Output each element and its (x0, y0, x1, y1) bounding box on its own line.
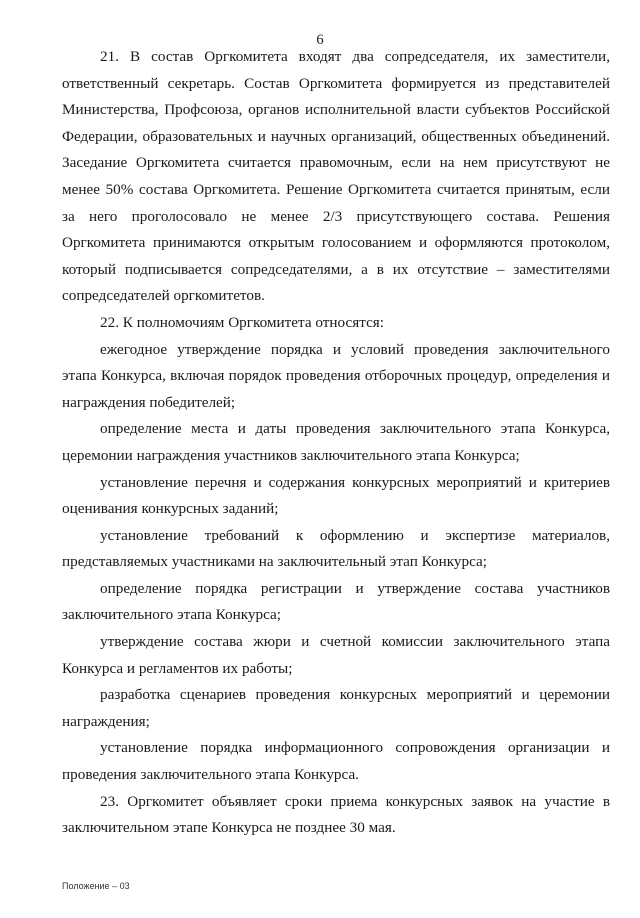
footer-label: Положение – 03 (62, 881, 130, 891)
list-item: установление перечня и содержания конкурсных мероприятий и критериев оценивания конкурсных заданий; (62, 473, 610, 518)
list-item: утверждение состава жюри и счетной комиссии заключительного этапа Конкурса и регламентов их работы; (62, 633, 610, 677)
page-number: 6 (316, 32, 324, 48)
list-item: установление требований к оформлению и экспертизе материалов, представляемых участниками на заключительный этап Конкурса; (62, 526, 610, 571)
list-item: определение места и даты проведения заключительного этапа Конкурса, церемонии награждения участников заключительного этапа Конкурса; (62, 420, 610, 464)
list-item: разработка сценариев проведения конкурсных мероприятий и церемонии награждения; (62, 686, 610, 730)
paragraph-21: 21. В состав Оргкомитета входят два сопредседателя, их заместители, ответственный секретарь. Состав Оргкомитета формируется из представителей Министерства, Профсоюза, органов исполнительной власти субъектов Российской Федерации, образовательных и научных организаций, общественных объединений. Заседание Оргкомитета считается правомочным, если на нем присутствуют не менее 50% состава Оргкомитета. Решение Оргкомитета считается принятым, если за него проголосовало не менее 2/3 присутствующего состава. Решения Оргкомитета принимаются открытым голосованием и оформляются протоколом, который подписывается сопредседателями, а в их отсутствие – заместителями сопредседателей оргкомитетов. (62, 48, 610, 305)
list-item: определение порядка регистрации и утверждение состава участников заключительного этапа Конкурса; (62, 579, 610, 624)
paragraph-23: 23. Оргкомитет объявляет сроки приема конкурсных заявок на участие в заключительном этапе Конкурса не позднее 30 мая. (62, 792, 610, 837)
document-body (62, 44, 610, 842)
list-item: ежегодное утверждение порядка и условий проведения заключительного этапа Конкурса, включая порядок проведения отборочных процедур, определения и награждения победителей; (62, 340, 610, 411)
paragraph-22-heading: 22. К полномочиям Оргкомитета относятся: (100, 313, 385, 331)
list-item: установление порядка информационного сопровождения организации и проведения заключительного этапа Конкурса. (62, 739, 610, 784)
